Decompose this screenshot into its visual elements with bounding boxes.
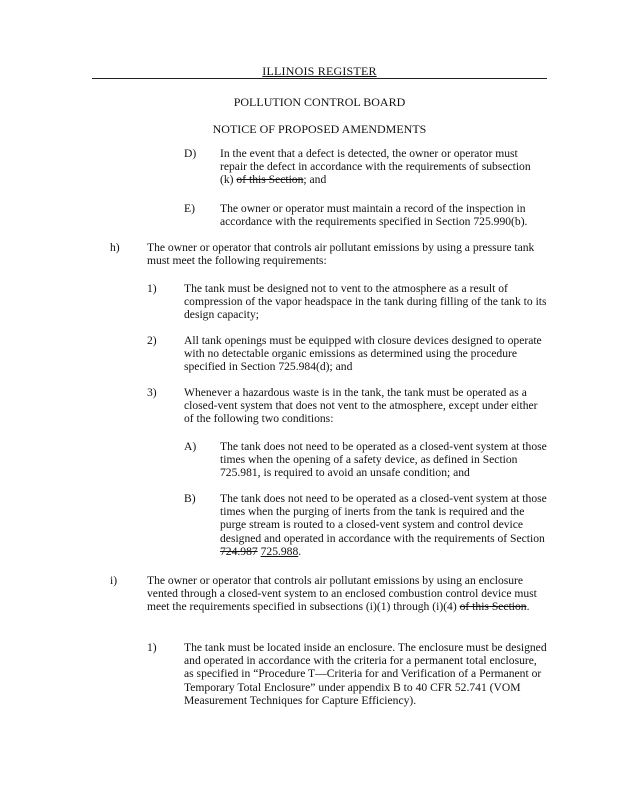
item-h3-text: Whenever a hazardous waste is in the tank, the tank must be operated as a closed-vent system that does not vent to the atmosphere, except under either of the following two conditions:	[184, 386, 538, 426]
item-h2-text: All tank openings must be equipped with closure devices designed to operate with no detectable organic emissions as determined using the procedure specified in Section 725.984(d); and	[184, 334, 542, 374]
item-h1-text: The tank must be designed not to vent to the atmosphere as a result of compression of the vapor headspace in the tank during filling of the tank to its design capacity;	[184, 282, 547, 322]
struck-text: of this Section	[236, 173, 304, 187]
notice-title: NOTICE OF PROPOSED AMENDMENTS	[212, 122, 427, 136]
board-name: POLLUTION CONTROL BOARD	[233, 95, 406, 109]
item-E-label: E)	[184, 202, 195, 215]
item-h3A-text: The tank does not need to be operated as a closed-vent system at those times when the opening of a safety device, as defined in Section 725.981, is required to avoid an unsafe condition; and	[220, 440, 547, 480]
item-h2-label: 2)	[147, 334, 157, 347]
item-h-label: h)	[110, 241, 120, 254]
struck-text: of this Section	[459, 600, 527, 614]
inserted-section-number: 725.988	[260, 544, 299, 558]
item-h3B-label: B)	[184, 492, 196, 505]
item-D-label: D)	[184, 147, 197, 160]
item-h3A-label: A)	[184, 440, 197, 453]
item-i-text: The owner or operator that controls air pollutant emissions by using an enclosure vented through a closed-vent system to an enclosed combustion control device must meet the requirements specified in subsections (i)(1) through (i)(4) of this Section.	[147, 574, 537, 614]
item-E-text: The owner or operator must maintain a record of the inspection in accordance with the requirements specified in Section 725.990(b).	[220, 202, 528, 229]
item-h-text: The owner or operator that controls air pollutant emissions by using a pressure tank must meet the following requirements:	[147, 241, 535, 268]
item-i-label: i)	[110, 574, 118, 587]
item-h1-label: 1)	[147, 282, 157, 295]
register-title: ILLINOIS REGISTER	[262, 64, 377, 78]
item-h3B-text: The tank does not need to be operated as a closed-vent system at those times when the purging of inerts from the tank is required and the purge stream is routed to a closed-vent system and control device designed and operated in accordance with the requirements of Section 724.987 725.988.	[220, 492, 547, 558]
item-i1-label: 1)	[147, 641, 157, 654]
item-i1-text: The tank must be located inside an enclosure. The enclosure must be designed and operated in accordance with the criteria for a permanent total enclosure, as specified in “Procedure T—Criteria for and Verification of a Permanent or Temporary Total Enclosure” under appendix B to 40 CFR 52.741 (VOM Measurement Techniques for Capture Efficiency).	[184, 641, 547, 707]
struck-section-number: 724.987	[220, 544, 258, 558]
item-h3-label: 3)	[147, 386, 157, 399]
item-D-text: In the event that a defect is detected, the owner or operator must repair the defect in accordance with the requirements of subsection (k) of this Section; and	[220, 147, 531, 187]
